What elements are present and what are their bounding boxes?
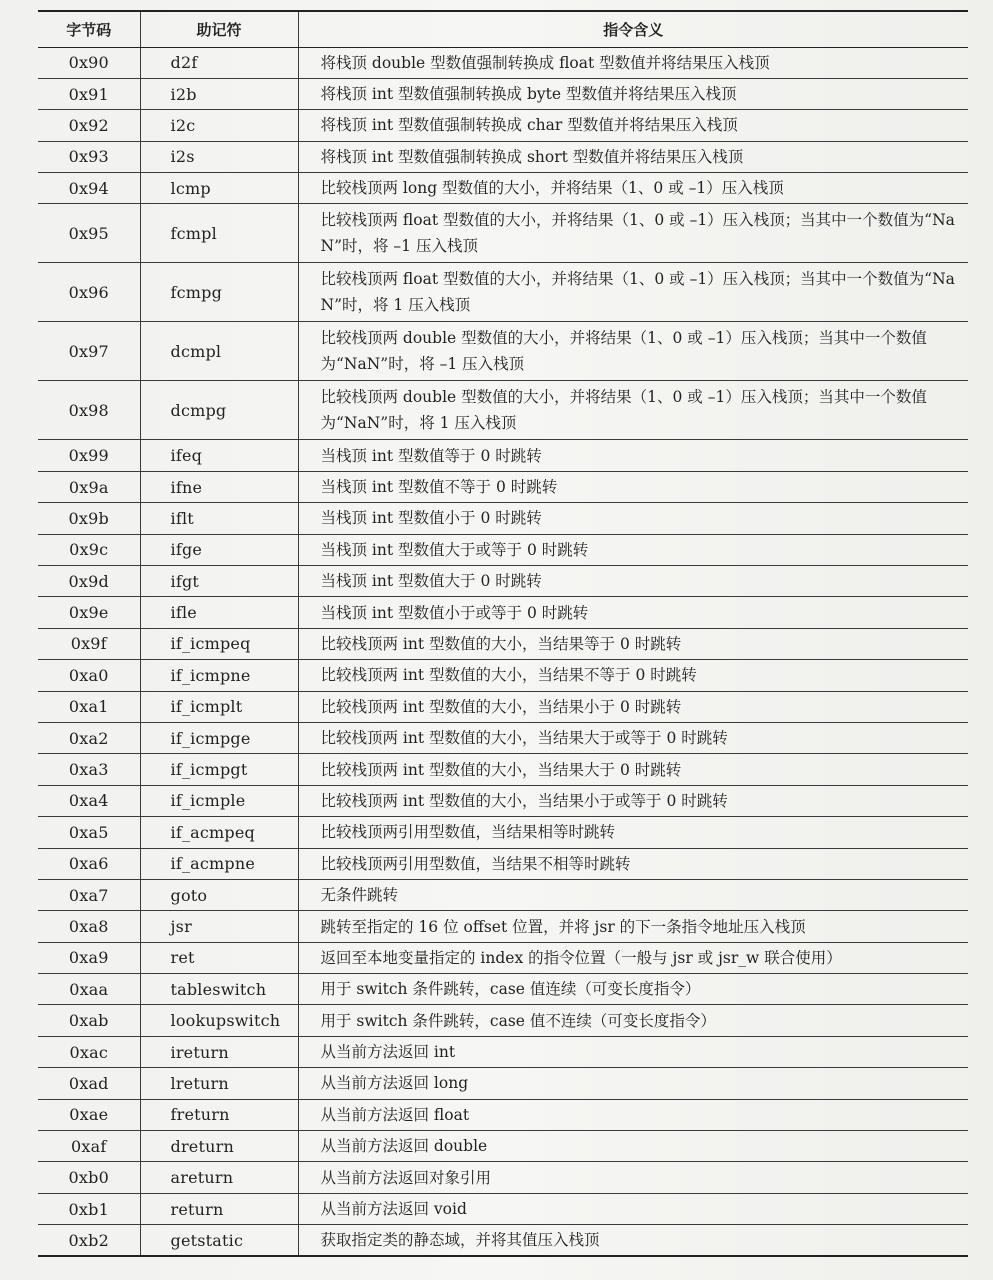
description-cell: 从当前方法返回 double bbox=[298, 1131, 968, 1162]
mnemonic-cell: if_icmpge bbox=[140, 722, 298, 753]
header-meaning: 指令含义 bbox=[298, 11, 968, 47]
table-row bbox=[38, 1068, 968, 1099]
mnemonic-cell: freturn bbox=[140, 1099, 298, 1130]
description-cell: 从当前方法返回 float bbox=[298, 1099, 968, 1130]
bytecode-cell: 0x99 bbox=[38, 440, 140, 471]
description-cell: 比较栈顶两 int 型数值的大小，当结果小于 0 时跳转 bbox=[298, 691, 968, 722]
table-row bbox=[38, 817, 968, 848]
mnemonic-cell: fcmpl bbox=[140, 204, 298, 263]
bytecode-cell: 0xaf bbox=[38, 1131, 140, 1162]
mnemonic-cell: ifge bbox=[140, 534, 298, 565]
table-row bbox=[38, 503, 968, 534]
mnemonic-cell: if_icmple bbox=[140, 785, 298, 816]
table-row bbox=[38, 1099, 968, 1130]
bytecode-cell: 0x9c bbox=[38, 534, 140, 565]
mnemonic-cell: getstatic bbox=[140, 1225, 298, 1256]
bytecode-cell: 0x94 bbox=[38, 173, 140, 204]
description-cell: 当栈顶 int 型数值小于 0 时跳转 bbox=[298, 503, 968, 534]
bytecode-cell: 0x9b bbox=[38, 503, 140, 534]
bytecode-cell: 0x9e bbox=[38, 597, 140, 628]
description-cell: 比较栈顶两 int 型数值的大小，当结果小于或等于 0 时跳转 bbox=[298, 785, 968, 816]
table-row bbox=[38, 1162, 968, 1193]
description-cell: 从当前方法返回 int bbox=[298, 1036, 968, 1067]
table-row bbox=[38, 1005, 968, 1036]
bytecode-table bbox=[38, 10, 968, 1257]
table-row bbox=[38, 110, 968, 141]
description-cell: 跳转至指定的 16 位 offset 位置，并将 jsr 的下一条指令地址压入栈顶 bbox=[298, 911, 968, 942]
description-cell: 比较栈顶两 double 型数值的大小，并将结果（1、0 或 –1）压入栈顶；当其中一个数值为“NaN”时，将 1 压入栈顶 bbox=[298, 381, 968, 440]
description-cell: 将栈顶 int 型数值强制转换成 char 型数值并将结果压入栈顶 bbox=[298, 110, 968, 141]
description-cell: 将栈顶 int 型数值强制转换成 byte 型数值并将结果压入栈顶 bbox=[298, 78, 968, 109]
description-cell: 当栈顶 int 型数值大于或等于 0 时跳转 bbox=[298, 534, 968, 565]
mnemonic-cell: if_acmpne bbox=[140, 848, 298, 879]
table-row bbox=[38, 879, 968, 910]
table-row bbox=[38, 440, 968, 471]
mnemonic-cell: if_acmpeq bbox=[140, 817, 298, 848]
mnemonic-cell: ifne bbox=[140, 471, 298, 502]
table-row bbox=[38, 911, 968, 942]
table-row bbox=[38, 471, 968, 502]
bytecode-cell: 0x98 bbox=[38, 381, 140, 440]
bytecode-cell: 0xa0 bbox=[38, 660, 140, 691]
description-cell: 比较栈顶两引用型数值，当结果相等时跳转 bbox=[298, 817, 968, 848]
bytecode-cell: 0xb1 bbox=[38, 1193, 140, 1224]
mnemonic-cell: d2f bbox=[140, 47, 298, 78]
description-cell: 当栈顶 int 型数值不等于 0 时跳转 bbox=[298, 471, 968, 502]
table-row bbox=[38, 566, 968, 597]
description-cell: 比较栈顶两 int 型数值的大小，当结果不等于 0 时跳转 bbox=[298, 660, 968, 691]
description-cell: 从当前方法返回 long bbox=[298, 1068, 968, 1099]
bytecode-cell: 0x97 bbox=[38, 322, 140, 381]
bytecode-cell: 0x9f bbox=[38, 628, 140, 659]
description-cell: 从当前方法返回对象引用 bbox=[298, 1162, 968, 1193]
table-row bbox=[38, 173, 968, 204]
mnemonic-cell: if_icmpne bbox=[140, 660, 298, 691]
table-row bbox=[38, 534, 968, 565]
description-cell: 比较栈顶两 int 型数值的大小，当结果等于 0 时跳转 bbox=[298, 628, 968, 659]
bytecode-cell: 0xaa bbox=[38, 974, 140, 1005]
table-row bbox=[38, 722, 968, 753]
bytecode-cell: 0x90 bbox=[38, 47, 140, 78]
table-row bbox=[38, 263, 968, 322]
mnemonic-cell: if_icmplt bbox=[140, 691, 298, 722]
mnemonic-cell: iflt bbox=[140, 503, 298, 534]
mnemonic-cell: ifgt bbox=[140, 566, 298, 597]
bytecode-cell: 0xae bbox=[38, 1099, 140, 1130]
bytecode-cell: 0xa6 bbox=[38, 848, 140, 879]
bytecode-cell: 0xa1 bbox=[38, 691, 140, 722]
mnemonic-cell: lreturn bbox=[140, 1068, 298, 1099]
description-cell: 获取指定类的静态域，并将其值压入栈顶 bbox=[298, 1225, 968, 1256]
mnemonic-cell: dcmpg bbox=[140, 381, 298, 440]
description-cell: 比较栈顶两 int 型数值的大小，当结果大于 0 时跳转 bbox=[298, 754, 968, 785]
mnemonic-cell: areturn bbox=[140, 1162, 298, 1193]
description-cell: 将栈顶 double 型数值强制转换成 float 型数值并将结果压入栈顶 bbox=[298, 47, 968, 78]
mnemonic-cell: lookupswitch bbox=[140, 1005, 298, 1036]
mnemonic-cell: tableswitch bbox=[140, 974, 298, 1005]
mnemonic-cell: ifeq bbox=[140, 440, 298, 471]
mnemonic-cell: fcmpg bbox=[140, 263, 298, 322]
header-bytecode: 字节码 bbox=[38, 11, 140, 47]
bytecode-cell: 0x91 bbox=[38, 78, 140, 109]
description-cell: 比较栈顶两 float 型数值的大小，并将结果（1、0 或 –1）压入栈顶；当其中一个数值为“NaN”时，将 1 压入栈顶 bbox=[298, 263, 968, 322]
mnemonic-cell: if_icmpgt bbox=[140, 754, 298, 785]
bytecode-cell: 0x93 bbox=[38, 141, 140, 172]
mnemonic-cell: dcmpl bbox=[140, 322, 298, 381]
description-cell: 比较栈顶两 float 型数值的大小，并将结果（1、0 或 –1）压入栈顶；当其中一个数值为“NaN”时，将 –1 压入栈顶 bbox=[298, 204, 968, 263]
mnemonic-cell: goto bbox=[140, 879, 298, 910]
bytecode-cell: 0x96 bbox=[38, 263, 140, 322]
description-cell: 当栈顶 int 型数值小于或等于 0 时跳转 bbox=[298, 597, 968, 628]
mnemonic-cell: jsr bbox=[140, 911, 298, 942]
bytecode-cell: 0x9a bbox=[38, 471, 140, 502]
mnemonic-cell: dreturn bbox=[140, 1131, 298, 1162]
bytecode-cell: 0xb0 bbox=[38, 1162, 140, 1193]
bytecode-cell: 0xad bbox=[38, 1068, 140, 1099]
table-row bbox=[38, 660, 968, 691]
table-row bbox=[38, 848, 968, 879]
table-row bbox=[38, 141, 968, 172]
bytecode-cell: 0xa4 bbox=[38, 785, 140, 816]
table-row bbox=[38, 204, 968, 263]
description-cell: 从当前方法返回 void bbox=[298, 1193, 968, 1224]
mnemonic-cell: i2c bbox=[140, 110, 298, 141]
description-cell: 返回至本地变量指定的 index 的指令位置（一般与 jsr 或 jsr_w 联合使用） bbox=[298, 942, 968, 973]
bytecode-cell: 0xac bbox=[38, 1036, 140, 1067]
description-cell: 当栈顶 int 型数值大于 0 时跳转 bbox=[298, 566, 968, 597]
table-row bbox=[38, 785, 968, 816]
bytecode-cell: 0xa7 bbox=[38, 879, 140, 910]
table-row bbox=[38, 381, 968, 440]
mnemonic-cell: lcmp bbox=[140, 173, 298, 204]
table-row bbox=[38, 754, 968, 785]
table-row bbox=[38, 1225, 968, 1256]
bytecode-cell: 0xa5 bbox=[38, 817, 140, 848]
mnemonic-cell: ret bbox=[140, 942, 298, 973]
description-cell: 当栈顶 int 型数值等于 0 时跳转 bbox=[298, 440, 968, 471]
table-row bbox=[38, 1193, 968, 1224]
table-row bbox=[38, 691, 968, 722]
table-row bbox=[38, 597, 968, 628]
description-cell: 比较栈顶两 double 型数值的大小，并将结果（1、0 或 –1）压入栈顶；当其中一个数值为“NaN”时，将 –1 压入栈顶 bbox=[298, 322, 968, 381]
mnemonic-cell: ifle bbox=[140, 597, 298, 628]
bytecode-cell: 0x9d bbox=[38, 566, 140, 597]
table-row bbox=[38, 628, 968, 659]
bytecode-cell: 0xab bbox=[38, 1005, 140, 1036]
bytecode-cell: 0xa2 bbox=[38, 722, 140, 753]
description-cell: 无条件跳转 bbox=[298, 879, 968, 910]
bytecode-cell: 0xb2 bbox=[38, 1225, 140, 1256]
description-cell: 比较栈顶两引用型数值，当结果不相等时跳转 bbox=[298, 848, 968, 879]
bytecode-cell: 0xa9 bbox=[38, 942, 140, 973]
description-cell: 用于 switch 条件跳转，case 值连续（可变长度指令） bbox=[298, 974, 968, 1005]
description-cell: 比较栈顶两 long 型数值的大小，并将结果（1、0 或 –1）压入栈顶 bbox=[298, 173, 968, 204]
table-row bbox=[38, 974, 968, 1005]
mnemonic-cell: i2s bbox=[140, 141, 298, 172]
description-cell: 用于 switch 条件跳转，case 值不连续（可变长度指令） bbox=[298, 1005, 968, 1036]
description-cell: 比较栈顶两 int 型数值的大小，当结果大于或等于 0 时跳转 bbox=[298, 722, 968, 753]
bytecode-cell: 0xa8 bbox=[38, 911, 140, 942]
description-cell: 将栈顶 int 型数值强制转换成 short 型数值并将结果压入栈顶 bbox=[298, 141, 968, 172]
mnemonic-cell: if_icmpeq bbox=[140, 628, 298, 659]
table-header-row bbox=[38, 11, 968, 47]
table-row bbox=[38, 78, 968, 109]
table-row bbox=[38, 322, 968, 381]
bytecode-cell: 0x95 bbox=[38, 204, 140, 263]
table-row bbox=[38, 1036, 968, 1067]
table-row bbox=[38, 942, 968, 973]
mnemonic-cell: return bbox=[140, 1193, 298, 1224]
mnemonic-cell: ireturn bbox=[140, 1036, 298, 1067]
header-mnemonic: 助记符 bbox=[140, 11, 298, 47]
table-row bbox=[38, 47, 968, 78]
mnemonic-cell: i2b bbox=[140, 78, 298, 109]
bytecode-cell: 0x92 bbox=[38, 110, 140, 141]
table-row bbox=[38, 1131, 968, 1162]
bytecode-cell: 0xa3 bbox=[38, 754, 140, 785]
